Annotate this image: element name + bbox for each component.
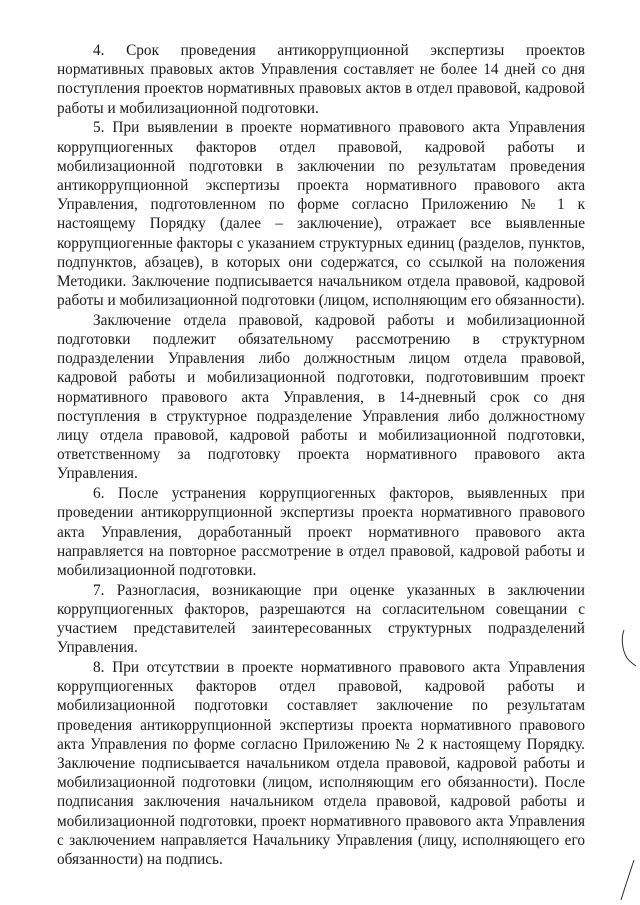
margin-pen-line xyxy=(618,858,638,902)
paragraph-4: 4. Срок проведения антикоррупционной экспертизы проектов нормативных правовых актов Управления составляет не более 14 дней со дня поступления проектов нормативных правовых актов в отдел правовой, кадровой работы и мобилизационной подготовки. xyxy=(57,42,585,117)
paragraph-5-conclusion: Заключение отдела правовой, кадровой работы и мобилизационной подготовки подлежит обязательному рассмотрению в структурном подразделении Управления либо должностным лицом отдела правовой, кадровой работы и мобилизационной подготовки, подготовившим проект нормативного правового акта Управления, в 14-дневный срок со дня поступления в структурное подразделение Управления либо должностному лицу отдела правовой, кадровой работы и мобилизационной подготовки, ответственному за подготовку проекта нормативного правового акта Управления. xyxy=(57,311,585,483)
document-page xyxy=(57,41,585,869)
paragraph-6: 6. После устранения коррупциогенных факторов, выявленных при проведении антикоррупционной экспертизы проекта нормативного правового акта Управления, доработанный проект нормативного правового акта направляется на повторное рассмотрение в отдел правовой, кадровой работы и мобилизационной подготовки. xyxy=(57,485,585,579)
paragraph-8: 8. При отсутствии в проекте нормативного правового акта Управления коррупциогенных факторов отдел правовой, кадровой работы и мобилизационной подготовки составляет заключение по результатам проведения антикоррупционной экспертизы проекта нормативного правового акта Управления по форме согласно Приложению № 2 к настоящему Порядку. Заключение подписывается начальником отдела правовой, кадровой работы и мобилизационной подготовки (лицом, исполняющим его обязанности). После подписания заключения начальником отдела правовой, кадровой работы и мобилизационной подготовки, проект нормативного правового акта Управления с заключением направляется Начальнику Управления (лицу, исполняющего его обязанности) на подпись. xyxy=(57,659,585,869)
paragraph-7: 7. Разногласия, возникающие при оценке указанных в заключении коррупциогенных факторов, разрешаются на согласительном совещании с участием представителей заинтересованных структурных подразделений Управления. xyxy=(57,581,585,657)
paragraph-5: 5. При выявлении в проекте нормативного правового акта Управления коррупциогенных факторов отдел правовой, кадровой работы и мобилизационной подготовки в заключении по результатам проведения антикоррупционной экспертизы проекта нормативного правового акта Управления, подготовленном по форме согласно Приложению № 1 к настоящему Порядку (далее – заключение), отражает все выявленные коррупциогенные факторы с указанием структурных единиц (разделов, пунктов, подпунктов, абзацев), в которых они содержатся, со ссылкой на положения Методики. Заключение подписывается начальником отдела правовой, кадровой работы и мобилизационной подготовки (лицом, исполняющим его обязанности). xyxy=(57,119,585,310)
margin-stroke-mark xyxy=(618,628,638,668)
